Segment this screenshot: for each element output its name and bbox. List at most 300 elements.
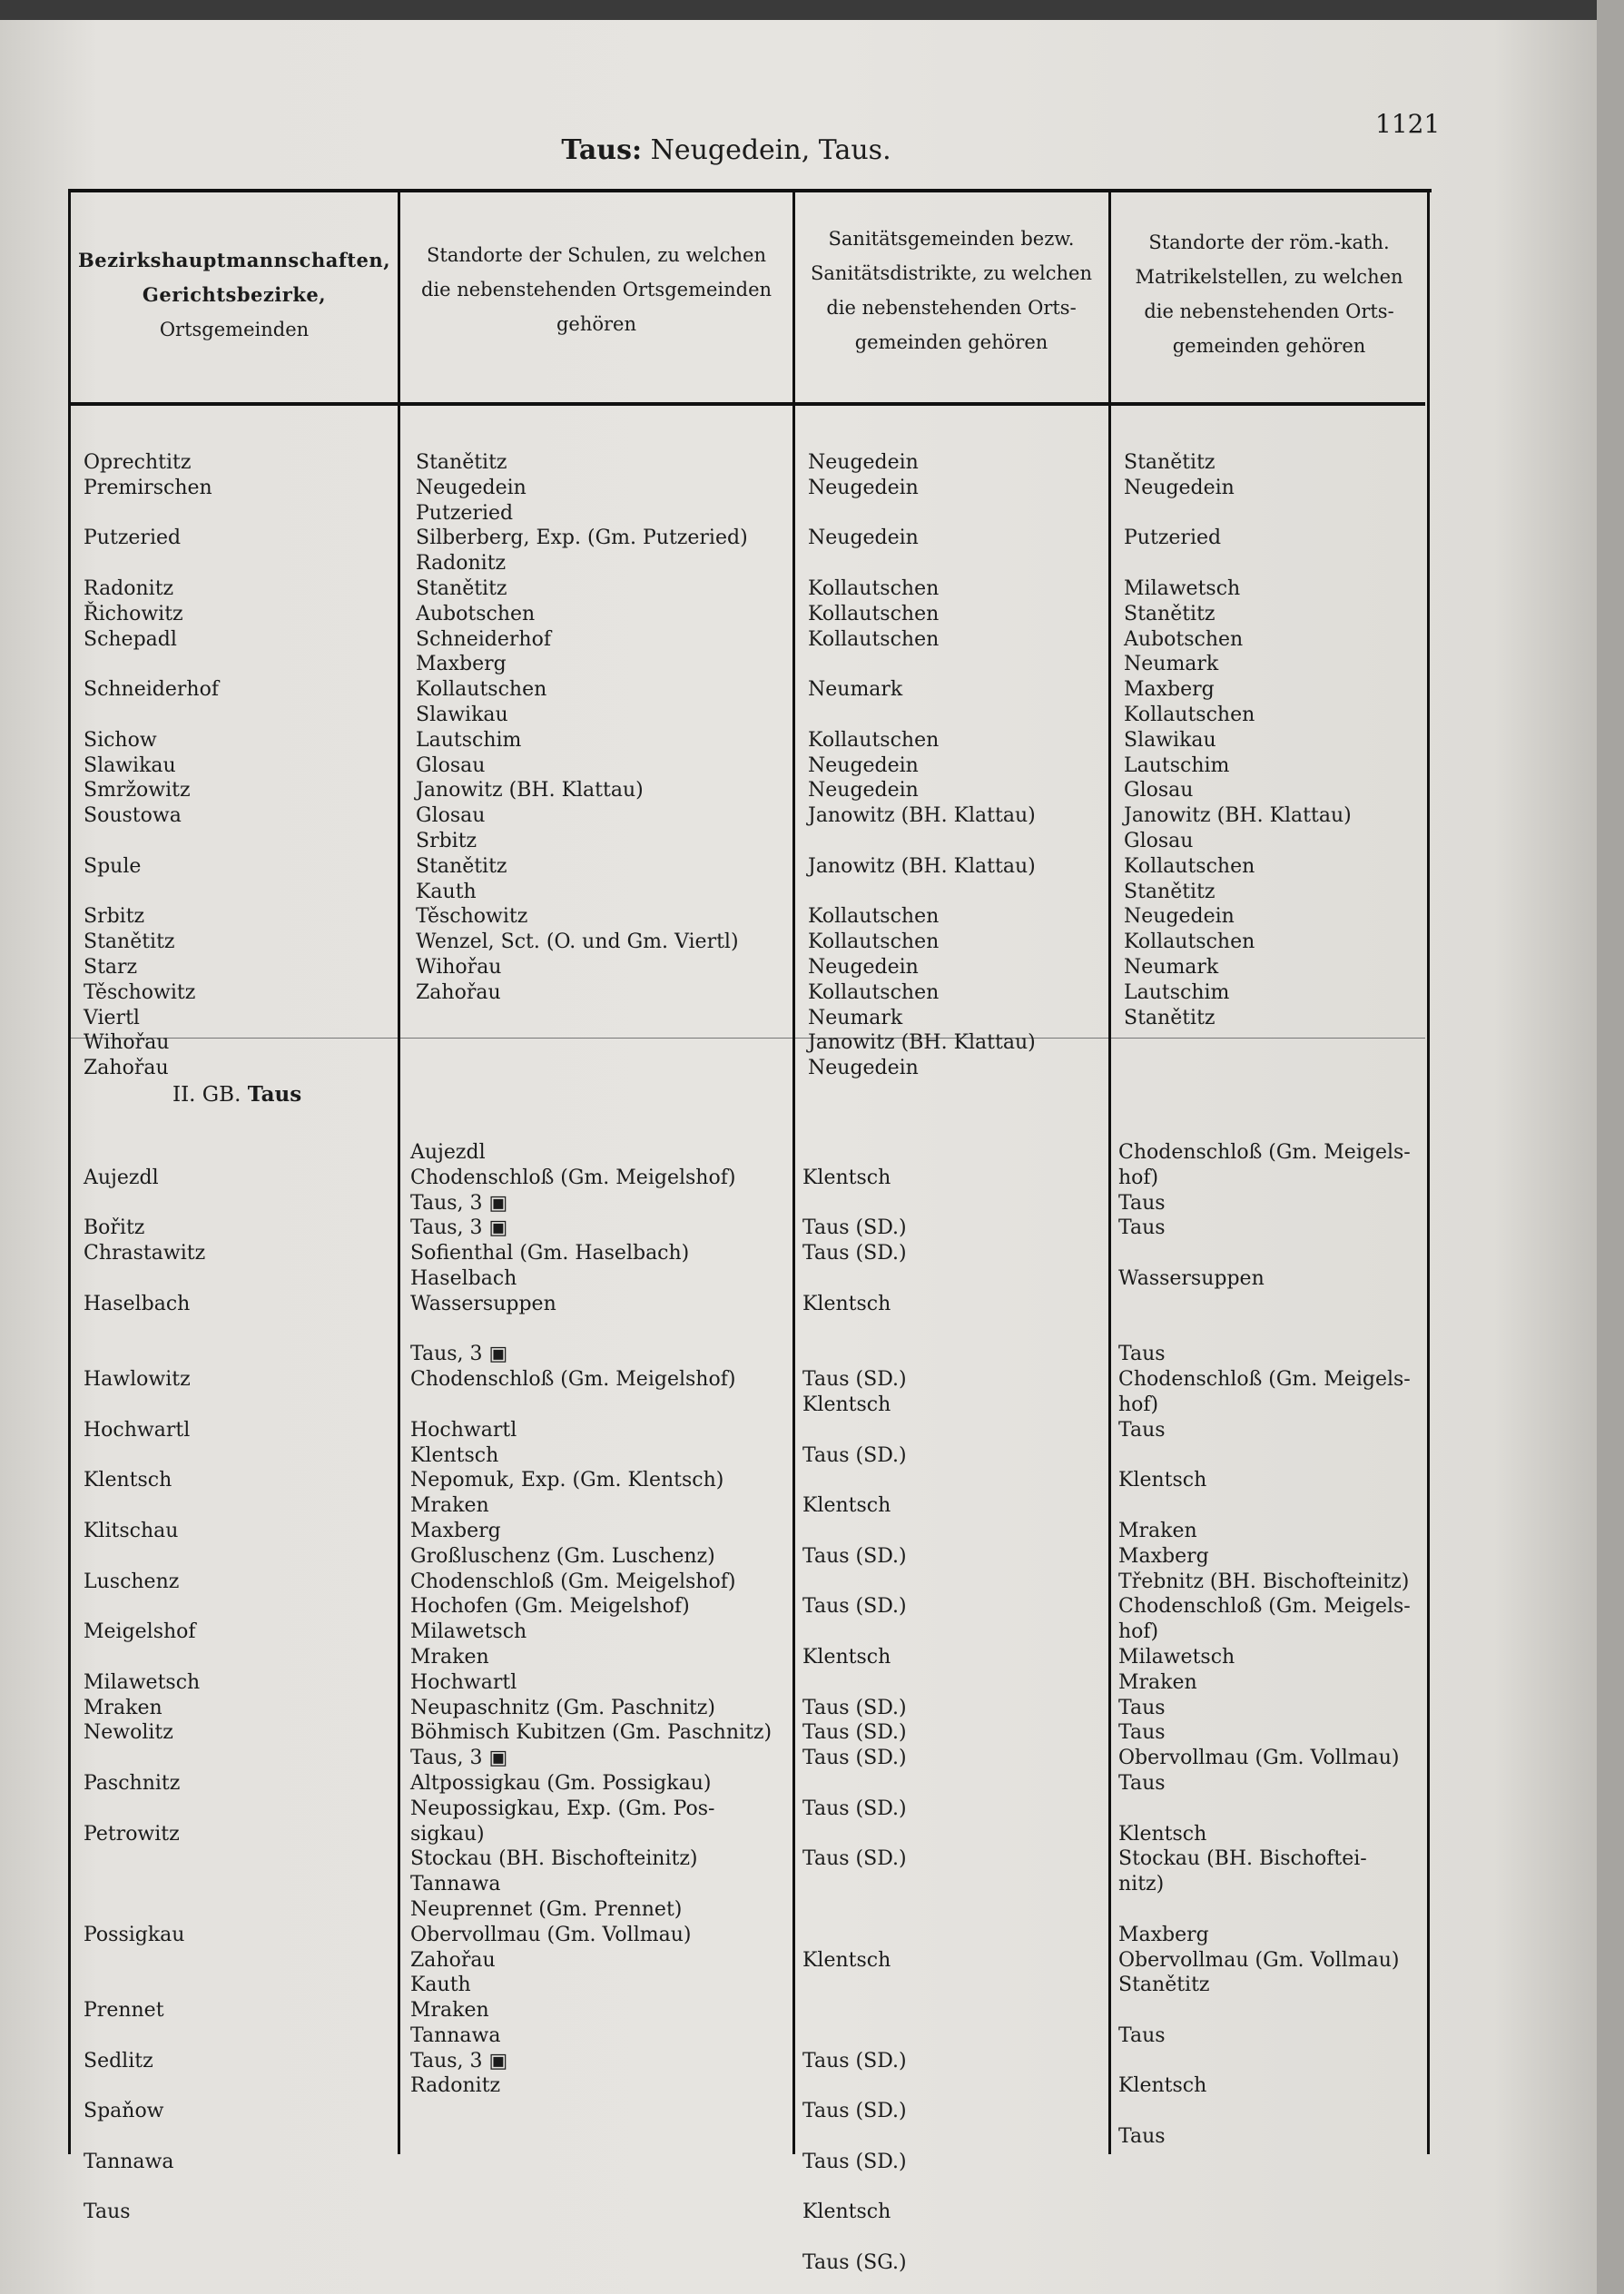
table-cell: Slawikau xyxy=(1124,728,1216,752)
table-cell: Kollautschen xyxy=(808,728,940,752)
table-cell: Neugedein xyxy=(808,753,919,777)
table-cell: Milawetsch xyxy=(410,1620,527,1644)
table-cell xyxy=(84,1266,205,1292)
table-cell: Klentsch xyxy=(802,1292,891,1315)
scan-right-edge xyxy=(1597,0,1624,2294)
table-cell: Stanětitz xyxy=(1124,1006,1216,1029)
table-cell: Zahořau xyxy=(416,980,501,1004)
table-cell xyxy=(808,703,1036,728)
table-cell: Taus (SD.) xyxy=(802,2150,907,2173)
table-cell: Mraken xyxy=(410,1999,489,2023)
table-cell: Nepomuk, Exp. (Gm. Klentsch) xyxy=(410,1469,724,1492)
table-cell: Tannawa xyxy=(84,2150,174,2173)
table-cell: Taus (SD.) xyxy=(802,2049,907,2072)
table-cell: Mraken xyxy=(84,1696,162,1719)
table-cell: Těschowitz xyxy=(416,905,528,929)
table-cell: Kollautschen xyxy=(416,678,547,702)
column-header-line: die nebenstehenden Orts- xyxy=(826,297,1077,319)
table-cell xyxy=(1124,501,1352,527)
table-cell: Altpossigkau (Gm. Possigkau) xyxy=(410,1771,712,1795)
table-cell: Janowitz (BH. Klattau) xyxy=(808,854,1036,878)
table-cell xyxy=(84,1594,205,1620)
page-number: 1121 xyxy=(1375,109,1441,139)
s1-sanitary-column xyxy=(808,450,1036,1081)
table-cell: Stanětitz xyxy=(1118,1974,1210,1997)
table-cell: Milawetsch xyxy=(84,1670,201,1694)
column-header-line: Bezirkshauptmannschaften, xyxy=(78,249,390,271)
table-cell: Chodenschloß (Gm. Meigelshof) xyxy=(410,1166,736,1189)
table-cell: Taus (SD.) xyxy=(802,1443,907,1467)
table-cell: Taus, 3 ▣ xyxy=(410,1216,508,1240)
table-cell: Taus (SD.) xyxy=(802,1696,907,1719)
column-header-line: gemeinden gehören xyxy=(1172,335,1366,357)
column-rule-2 xyxy=(792,189,795,2154)
s1-parish-column xyxy=(1124,450,1352,1030)
table-cell: Taus (SD.) xyxy=(802,2100,907,2123)
table-cell: Kollautschen xyxy=(808,576,940,600)
column-header-municipalities xyxy=(73,243,396,347)
s1-municipality-column xyxy=(84,450,219,1081)
table-cell: Klentsch xyxy=(802,2200,891,2224)
table-cell: Großluschenz (Gm. Luschenz) xyxy=(410,1544,715,1568)
table-cell: Spule xyxy=(84,854,142,878)
table-cell: hof) xyxy=(1118,1393,1159,1416)
table-left-rule xyxy=(68,189,71,2154)
table-cell: Prennet xyxy=(84,1999,164,2023)
page-title-rest: Neugedein, Taus. xyxy=(642,134,891,166)
table-cell: Putzeried xyxy=(1124,527,1222,550)
table-cell xyxy=(802,1342,907,1367)
table-cell xyxy=(84,1493,205,1519)
table-cell: Glosau xyxy=(1124,829,1194,852)
table-cell: Taus xyxy=(1118,1343,1166,1366)
table-cell: Glosau xyxy=(416,753,486,777)
table-cell: Wassersuppen xyxy=(410,1292,556,1315)
column-header-schools xyxy=(402,238,791,341)
table-cell: Taus (SD.) xyxy=(802,1368,907,1392)
table-cell xyxy=(84,551,219,576)
table-cell: Neugedein xyxy=(808,451,919,474)
table-cell: Janowitz (BH. Klattau) xyxy=(808,1031,1036,1055)
column-header-line: die nebenstehenden Ortsgemeinden xyxy=(420,279,773,300)
table-cell: Neugedein xyxy=(416,476,527,499)
table-cell: Petrowitz xyxy=(84,1822,180,1846)
table-cell xyxy=(802,1140,907,1166)
table-cell: Soustowa xyxy=(84,804,182,828)
table-cell xyxy=(84,1443,205,1469)
table-cell xyxy=(802,1519,907,1544)
section-title xyxy=(172,1082,301,1107)
table-cell: Kauth xyxy=(416,880,477,903)
table-cell xyxy=(802,1822,907,1847)
table-cell: Chodenschloß (Gm. Meigelshof) xyxy=(410,1570,736,1593)
table-cell: Taus, 3 ▣ xyxy=(410,1747,508,1770)
table-cell: Böhmisch Kubitzen (Gm. Paschnitz) xyxy=(410,1721,773,1745)
table-cell: Kollautschen xyxy=(808,980,940,1004)
table-cell: Haselbach xyxy=(84,1292,191,1315)
table-cell xyxy=(802,1998,907,2023)
table-cell: Viertl xyxy=(84,1006,140,1029)
column-header-line: Standorte der röm.-kath. xyxy=(1148,231,1390,253)
table-cell xyxy=(84,1948,205,1974)
table-cell: Neumark xyxy=(808,1006,903,1029)
table-cell xyxy=(84,1191,205,1216)
table-cell: Stanětitz xyxy=(1124,602,1216,625)
table-cell xyxy=(84,2124,205,2150)
section-title-prefix: II. GB. xyxy=(172,1083,248,1107)
table-cell: Neumark xyxy=(808,678,903,702)
table-cell xyxy=(84,1797,205,1822)
table-cell: nitz) xyxy=(1118,1873,1165,1896)
column-header-line: Sanitätsdistrikte, zu welchen xyxy=(810,262,1093,284)
table-cell: Radonitz xyxy=(84,576,174,600)
table-cell: Taus (SD.) xyxy=(802,1721,907,1745)
table-cell xyxy=(802,1973,907,1998)
table-cell xyxy=(808,501,1036,527)
page-title xyxy=(472,134,980,166)
table-cell xyxy=(84,652,219,677)
s2-school-column xyxy=(410,1140,772,2099)
table-cell: Silberberg, Exp. (Gm. Putzeried) xyxy=(416,527,748,550)
table-cell: Mraken xyxy=(1118,1519,1197,1542)
table-cell: Kauth xyxy=(410,1974,471,1997)
column-header-line: gemeinden gehören xyxy=(854,331,1048,353)
table-cell: Kollautschen xyxy=(808,627,940,651)
table-cell: Taus (SD.) xyxy=(802,1747,907,1770)
table-cell: Stanětitz xyxy=(1124,451,1216,474)
table-cell: Hochwartl xyxy=(410,1670,517,1694)
table-cell xyxy=(84,880,219,905)
table-cell: Klentsch xyxy=(802,1393,891,1416)
table-cell: Obervollmau (Gm. Vollmau) xyxy=(1118,1747,1400,1770)
table-cell: Chodenschloß (Gm. Meigels- xyxy=(1118,1368,1411,1392)
table-cell xyxy=(410,1317,772,1343)
table-cell: Hochofen (Gm. Meigelshof) xyxy=(410,1595,690,1619)
table-cell: Zahořau xyxy=(84,1057,169,1080)
table-cell xyxy=(84,1872,205,1897)
table-cell: Neupossigkau, Exp. (Gm. Pos- xyxy=(410,1797,715,1820)
table-cell xyxy=(808,551,1036,576)
table-top-rule xyxy=(68,189,1432,192)
table-cell: Schneiderhof xyxy=(416,627,551,651)
table-cell xyxy=(802,2023,907,2049)
table-cell: Wenzel, Sct. (O. und Gm. Viertl) xyxy=(416,930,739,954)
table-cell: Premirschen xyxy=(84,476,212,499)
section-title-bold: Taus xyxy=(247,1082,302,1107)
table-cell: Oprechtitz xyxy=(84,451,192,474)
table-cell: Srbitz xyxy=(416,829,477,852)
header-bottom-rule xyxy=(68,402,1425,406)
table-cell: Neugedein xyxy=(808,1057,919,1080)
table-cell: Maxberg xyxy=(1118,1923,1209,1946)
table-cell xyxy=(1118,2099,1411,2124)
table-cell: Taus xyxy=(1118,1696,1166,1719)
table-cell: Bořitz xyxy=(84,1216,145,1240)
table-cell: Taus xyxy=(1118,1721,1166,1745)
table-cell xyxy=(84,2023,205,2049)
table-cell: Klentsch xyxy=(1118,1469,1207,1492)
table-cell: Obervollmau (Gm. Vollmau) xyxy=(410,1923,692,1946)
table-cell: Aubotschen xyxy=(416,602,536,625)
table-cell: Neuprennet (Gm. Prennet) xyxy=(410,1897,683,1921)
table-cell: Radonitz xyxy=(410,2074,501,2098)
table-cell xyxy=(808,829,1036,854)
table-cell xyxy=(84,1393,205,1418)
table-cell: Sichow xyxy=(84,728,157,752)
table-cell: Neugedein xyxy=(808,527,919,550)
table-cell: Kollautschen xyxy=(808,930,940,954)
table-cell xyxy=(84,2175,205,2200)
table-cell: Taus xyxy=(1118,2023,1166,2047)
table-cell xyxy=(84,703,219,728)
table-cell: Klentsch xyxy=(410,1443,499,1467)
table-cell: Meigelshof xyxy=(84,1620,196,1644)
table-cell: Taus (SD.) xyxy=(802,1847,907,1871)
table-cell: Haselbach xyxy=(410,1266,517,1290)
table-cell xyxy=(84,501,219,527)
table-cell: Slawikau xyxy=(416,703,508,726)
s2-sanitary-column xyxy=(802,1140,907,2276)
table-cell: Neugedein xyxy=(808,779,919,802)
column-rule-1 xyxy=(398,189,400,2154)
column-header-line: die nebenstehenden Orts- xyxy=(1144,300,1394,322)
table-cell: Taus, 3 ▣ xyxy=(410,2049,508,2072)
table-cell xyxy=(1118,1797,1411,1822)
table-cell: Sofienthal (Gm. Haselbach) xyxy=(410,1242,690,1265)
table-cell: Milawetsch xyxy=(1124,576,1241,600)
table-cell xyxy=(84,1645,205,1670)
table-cell xyxy=(802,2124,907,2150)
table-cell: Luschenz xyxy=(84,1570,180,1593)
table-cell: Hochwartl xyxy=(84,1418,191,1442)
table-cell: Neugedein xyxy=(808,955,919,979)
table-cell: Maxberg xyxy=(416,653,507,676)
column-rule-3 xyxy=(1108,189,1111,2154)
table-cell xyxy=(1118,1493,1411,1519)
table-cell: Klentsch xyxy=(802,1494,891,1518)
table-cell: Milawetsch xyxy=(1118,1645,1235,1669)
table-cell xyxy=(802,1923,907,1948)
table-cell: Janowitz (BH. Klattau) xyxy=(1124,804,1352,828)
table-cell: Řichowitz xyxy=(84,602,183,625)
table-cell: Janowitz (BH. Klattau) xyxy=(808,804,1036,828)
table-cell: Stanětitz xyxy=(1124,880,1216,903)
table-cell: Chodenschloß (Gm. Meigels- xyxy=(1118,1141,1411,1164)
table-cell: Maxberg xyxy=(1124,678,1215,702)
table-cell xyxy=(1124,551,1352,576)
table-cell: Těschowitz xyxy=(84,980,196,1004)
table-cell: Glosau xyxy=(1124,779,1194,802)
table-cell: Taus xyxy=(1118,2125,1166,2149)
table-cell xyxy=(84,829,219,854)
table-cell: Klentsch xyxy=(802,1948,891,1972)
table-cell: Neugedein xyxy=(1124,905,1235,929)
table-cell xyxy=(84,1140,205,1166)
table-cell: Chodenschloß (Gm. Meigelshof) xyxy=(410,1368,736,1392)
table-cell: Maxberg xyxy=(1118,1544,1209,1568)
table-cell xyxy=(802,1771,907,1797)
column-header-sanitary xyxy=(796,222,1107,359)
table-cell xyxy=(1118,1443,1411,1469)
table-cell: Taus (SD.) xyxy=(802,1595,907,1619)
table-cell: Neugedein xyxy=(808,476,919,499)
table-cell: Glosau xyxy=(416,804,486,828)
table-cell xyxy=(84,2073,205,2099)
column-header-parishes xyxy=(1113,225,1425,363)
table-cell xyxy=(802,1872,907,1897)
table-cell xyxy=(84,1973,205,1998)
table-cell: Tannawa xyxy=(410,2023,501,2047)
table-cell xyxy=(808,652,1036,677)
s2-municipality-column xyxy=(84,1140,205,2225)
table-cell: Maxberg xyxy=(410,1519,501,1542)
table-cell: Neumark xyxy=(1124,955,1219,979)
table-cell xyxy=(802,1317,907,1343)
table-cell xyxy=(802,1897,907,1923)
table-cell: Putzeried xyxy=(416,501,514,525)
table-cell xyxy=(802,2225,907,2250)
table-cell: Taus xyxy=(1118,1216,1166,1240)
table-cell xyxy=(1118,2049,1411,2074)
table-cell: Stanětitz xyxy=(84,930,175,954)
column-header-line: Sanitätsgemeinden bezw. xyxy=(828,228,1075,250)
table-cell: Aujezdl xyxy=(410,1141,486,1164)
table-cell: Stanětitz xyxy=(416,576,507,600)
table-cell: Taus (SG.) xyxy=(802,2251,907,2275)
table-cell: Třebnitz (BH. Bischofteinitz) xyxy=(1118,1570,1410,1593)
table-cell xyxy=(410,1393,772,1418)
table-cell: Stockau (BH. Bischofteinitz) xyxy=(410,1847,698,1871)
table-cell: Taus, 3 ▣ xyxy=(410,1191,508,1215)
table-cell: Kollautschen xyxy=(1124,930,1255,954)
table-cell: Kollautschen xyxy=(808,905,940,929)
table-cell: Stanětitz xyxy=(416,451,507,474)
table-cell: Paschnitz xyxy=(84,1771,181,1795)
table-cell: Mraken xyxy=(410,1645,489,1669)
table-cell: Wihořau xyxy=(84,1031,170,1055)
table-cell: Hawlowitz xyxy=(84,1368,191,1392)
table-cell: Klentsch xyxy=(802,1166,891,1189)
table-cell xyxy=(802,1266,907,1292)
table-cell xyxy=(84,1897,205,1923)
table-cell: Wihořau xyxy=(416,955,502,979)
table-cell xyxy=(84,1544,205,1570)
s1-school-column xyxy=(416,450,748,1006)
scan-top-border xyxy=(0,0,1624,20)
table-cell xyxy=(84,1342,205,1367)
page-title-bold: Taus: xyxy=(561,134,643,166)
table-cell xyxy=(802,1670,907,1696)
table-cell: sigkau) xyxy=(410,1822,485,1846)
table-cell xyxy=(1118,1241,1411,1266)
column-header-line: Matrikelstellen, zu welchen xyxy=(1135,266,1403,288)
table-cell: Smržowitz xyxy=(84,779,191,802)
table-cell xyxy=(802,1418,907,1443)
table-cell: Taus xyxy=(1118,1418,1166,1442)
table-cell: Klentsch xyxy=(1118,1822,1207,1846)
table-cell: Stockau (BH. Bischoftei- xyxy=(1118,1847,1367,1871)
table-cell: Taus (SD.) xyxy=(802,1242,907,1265)
column-header-line: Standorte der Schulen, zu welchen xyxy=(427,244,766,266)
table-cell: Sedlitz xyxy=(84,2049,153,2072)
table-cell: Schneiderhof xyxy=(84,678,219,702)
column-header-line: gehören xyxy=(556,313,637,335)
table-cell xyxy=(802,1570,907,1595)
table-cell: Zahořau xyxy=(410,1948,496,1972)
table-cell: Kollautschen xyxy=(808,602,940,625)
table-cell: Klitschau xyxy=(84,1519,179,1542)
table-cell: Spaňow xyxy=(84,2100,164,2123)
table-cell: Putzeried xyxy=(84,527,182,550)
table-cell: hof) xyxy=(1118,1620,1159,1644)
table-cell: Wassersuppen xyxy=(1118,1266,1265,1290)
table-cell: Taus xyxy=(1118,1191,1166,1215)
table-cell: Mraken xyxy=(410,1494,489,1518)
table-cell: Mraken xyxy=(1118,1670,1197,1694)
table-cell xyxy=(1118,1292,1411,1317)
table-cell: Taus, 3 ▣ xyxy=(410,1343,508,1366)
table-cell: hof) xyxy=(1118,1166,1159,1189)
table-cell: Klentsch xyxy=(1118,2074,1207,2098)
table-cell xyxy=(1118,1317,1411,1343)
table-right-rule xyxy=(1427,189,1430,2154)
table-cell: Chodenschloß (Gm. Meigels- xyxy=(1118,1595,1411,1619)
table-cell xyxy=(802,2175,907,2200)
table-cell xyxy=(84,1846,205,1872)
table-cell: Slawikau xyxy=(84,753,176,777)
table-cell xyxy=(802,1620,907,1645)
table-cell: Neugedein xyxy=(1124,476,1235,499)
table-cell: Lautschim xyxy=(1124,753,1230,777)
table-cell: Aubotschen xyxy=(1124,627,1244,651)
table-cell: Klentsch xyxy=(802,1645,891,1669)
section-divider-rule xyxy=(68,1038,1425,1039)
table-cell: Tannawa xyxy=(410,1873,501,1896)
table-cell: Neupaschnitz (Gm. Paschnitz) xyxy=(410,1696,715,1719)
table-cell: Taus xyxy=(1118,1771,1166,1795)
table-cell: Kollautschen xyxy=(1124,703,1255,726)
table-cell xyxy=(84,1317,205,1343)
column-header-line: Ortsgemeinden xyxy=(159,319,310,340)
table-cell xyxy=(802,2073,907,2099)
table-cell: Janowitz (BH. Klattau) xyxy=(416,779,644,802)
table-cell: Taus (SD.) xyxy=(802,1797,907,1820)
table-cell: Chrastawitz xyxy=(84,1242,206,1265)
table-cell: Schepadl xyxy=(84,627,177,651)
table-cell: Radonitz xyxy=(416,552,507,576)
table-cell xyxy=(802,1468,907,1493)
table-cell: Stanětitz xyxy=(416,854,507,878)
table-cell: Taus (SD.) xyxy=(802,1544,907,1568)
table-cell: Taus xyxy=(84,2200,131,2224)
column-header-line: Gerichtsbezirke, xyxy=(142,283,327,306)
table-cell: Aujezdl xyxy=(84,1166,159,1189)
table-cell xyxy=(84,1746,205,1771)
table-cell: Starz xyxy=(84,955,138,979)
table-cell: Possigkau xyxy=(84,1923,185,1946)
table-cell xyxy=(1118,1998,1411,2023)
s2-parish-column xyxy=(1118,1140,1411,2150)
table-cell xyxy=(1118,1897,1411,1923)
table-cell: Obervollmau (Gm. Vollmau) xyxy=(1118,1948,1400,1972)
table-cell xyxy=(808,880,1036,905)
table-cell: Neumark xyxy=(1124,653,1219,676)
table-cell: Hochwartl xyxy=(410,1418,517,1442)
table-cell: Taus (SD.) xyxy=(802,1216,907,1240)
table-cell xyxy=(802,1191,907,1216)
table-cell: Lautschim xyxy=(1124,980,1230,1004)
table-cell: Newolitz xyxy=(84,1721,173,1745)
